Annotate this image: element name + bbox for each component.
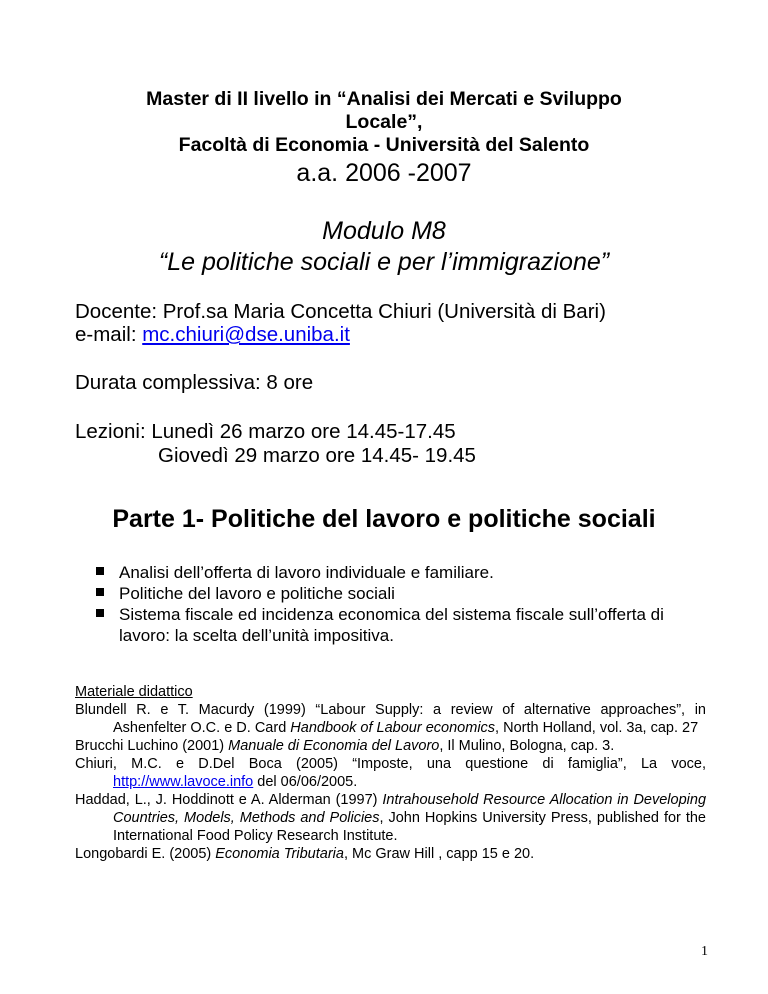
reference-longobardi: [75, 845, 706, 863]
reference-brucchi: [75, 737, 706, 755]
ref-text: del 06/06/2005.: [253, 774, 358, 790]
ref-title: Economia Tributaria: [215, 846, 344, 862]
list-item: [96, 604, 716, 646]
ref-text: Blundell R. e T. Macurdy (1999) “Labour Supply: a review of alternative approaches”, in Ashenfelter O.C. e D. Card: [75, 702, 706, 736]
list-item-text: Analisi dell’offerta di lavoro individuale e familiare.: [119, 563, 494, 582]
list-item: [96, 583, 716, 604]
module-block: [60, 216, 708, 278]
page-number: 1: [701, 944, 708, 959]
ref-text: , John Hopkins University Press, published for the International Food Policy Research Institute.: [113, 810, 706, 844]
part-1-title: Parte 1- Politiche del lavoro e politiche sociali: [112, 505, 656, 533]
course-header: [60, 88, 708, 188]
reference-chiuri: [75, 755, 706, 791]
ref-text: Chiuri, M.C. e D.Del Boca (2005) “Imposte, una questione di famiglia”, La voce,: [75, 756, 706, 772]
ref-text: , North Holland, vol. 3a, cap. 27: [495, 720, 699, 736]
docente-line: Docente: Prof.sa Maria Concetta Chiuri (Università di Bari): [75, 300, 606, 323]
ref-text: , Il Mulino, Bologna, cap. 3.: [439, 738, 615, 754]
ref-title: Intrahousehold Resource Allocation in Developing Countries, Models, Methods and Policies: [113, 792, 707, 826]
module-code: Modulo M8: [322, 217, 446, 245]
reference-haddad: [75, 791, 706, 845]
lezioni-line-1: Lezioni: Lunedì 26 marzo ore 14.45-17.45: [75, 420, 456, 443]
academic-year: a.a. 2006 -2007: [296, 159, 472, 187]
email-label: e-mail:: [75, 323, 143, 346]
ref-title: Handbook of Labour economics: [290, 720, 496, 736]
list-item-text: Politiche del lavoro e politiche sociali: [119, 584, 395, 603]
reference-blundell: [75, 701, 706, 737]
lavoce-link[interactable]: http://www.lavoce.info: [113, 774, 254, 790]
master-title-line2: Locale”,: [345, 111, 423, 133]
faculty-line: Facoltà di Economia - Università del Salento: [178, 134, 590, 156]
email-link[interactable]: mc.chiuri@dse.uniba.it: [142, 323, 350, 346]
ref-title: Manuale di Economia del Lavoro: [228, 738, 440, 754]
lezioni-line-2: Giovedì 29 marzo ore 14.45- 19.45: [158, 444, 476, 467]
topic-list: [96, 562, 716, 646]
ref-text: Haddad, L., J. Hoddinott e A. Alderman (1997): [75, 792, 383, 808]
materiale-heading: Materiale didattico: [75, 684, 193, 700]
square-bullet-icon: [96, 588, 104, 596]
list-item: [96, 562, 716, 583]
square-bullet-icon: [96, 609, 104, 617]
ref-text: Brucchi Luchino (2001): [75, 738, 229, 754]
ref-text: , Mc Graw Hill , capp 15 e 20.: [343, 846, 535, 862]
master-title-line1: Master di II livello in “Analisi dei Mercati e Sviluppo: [146, 88, 622, 110]
reference-list: [75, 701, 706, 863]
durata-line: Durata complessiva: 8 ore: [75, 371, 314, 394]
ref-text: Longobardi E. (2005): [75, 846, 216, 862]
square-bullet-icon: [96, 567, 104, 575]
list-item-text: Sistema fiscale ed incidenza economica del sistema fiscale sull’offerta di lavoro: la scelta dell’unità impositiva.: [119, 605, 664, 645]
email-line: [75, 323, 350, 347]
module-title: “Le politiche sociali e per l’immigrazione”: [158, 248, 610, 276]
